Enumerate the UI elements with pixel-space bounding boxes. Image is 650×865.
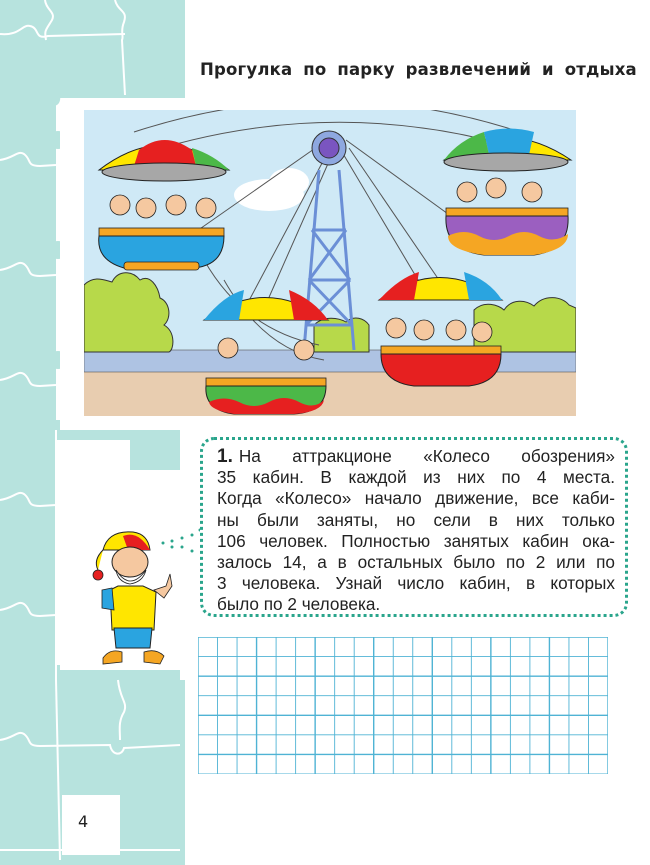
answer-grid[interactable] (198, 637, 608, 774)
page-number: 4 (78, 812, 89, 831)
task-callout (200, 437, 628, 617)
task-number: 1. (217, 446, 233, 467)
task-line: 35 кабин. В каждой из них по 4 места. (217, 467, 615, 488)
speech-pointer-dots (160, 527, 205, 557)
task-line: ны были заняты, но сели в них только (217, 509, 615, 530)
cabin-top-left (99, 140, 229, 270)
task-line: было по 2 человека. (217, 594, 381, 615)
task-line: Когда «Колесо» начало движение, все каби- (217, 488, 615, 509)
task-line: 3 человека. Узнай число кабин, в которых (217, 573, 615, 594)
page-title: Прогулка по парку развлечений и отдыха (200, 60, 637, 79)
ferris-wheel-illustration (84, 110, 576, 416)
task-line: залось 14, а в остальных было по 2 или по (217, 552, 615, 573)
task-line: 1. На аттракционе «Колесо обозрения» (217, 446, 615, 467)
task-line: 106 человек. Полностью занятых кабин ока- (217, 530, 615, 551)
task-text (217, 446, 615, 616)
